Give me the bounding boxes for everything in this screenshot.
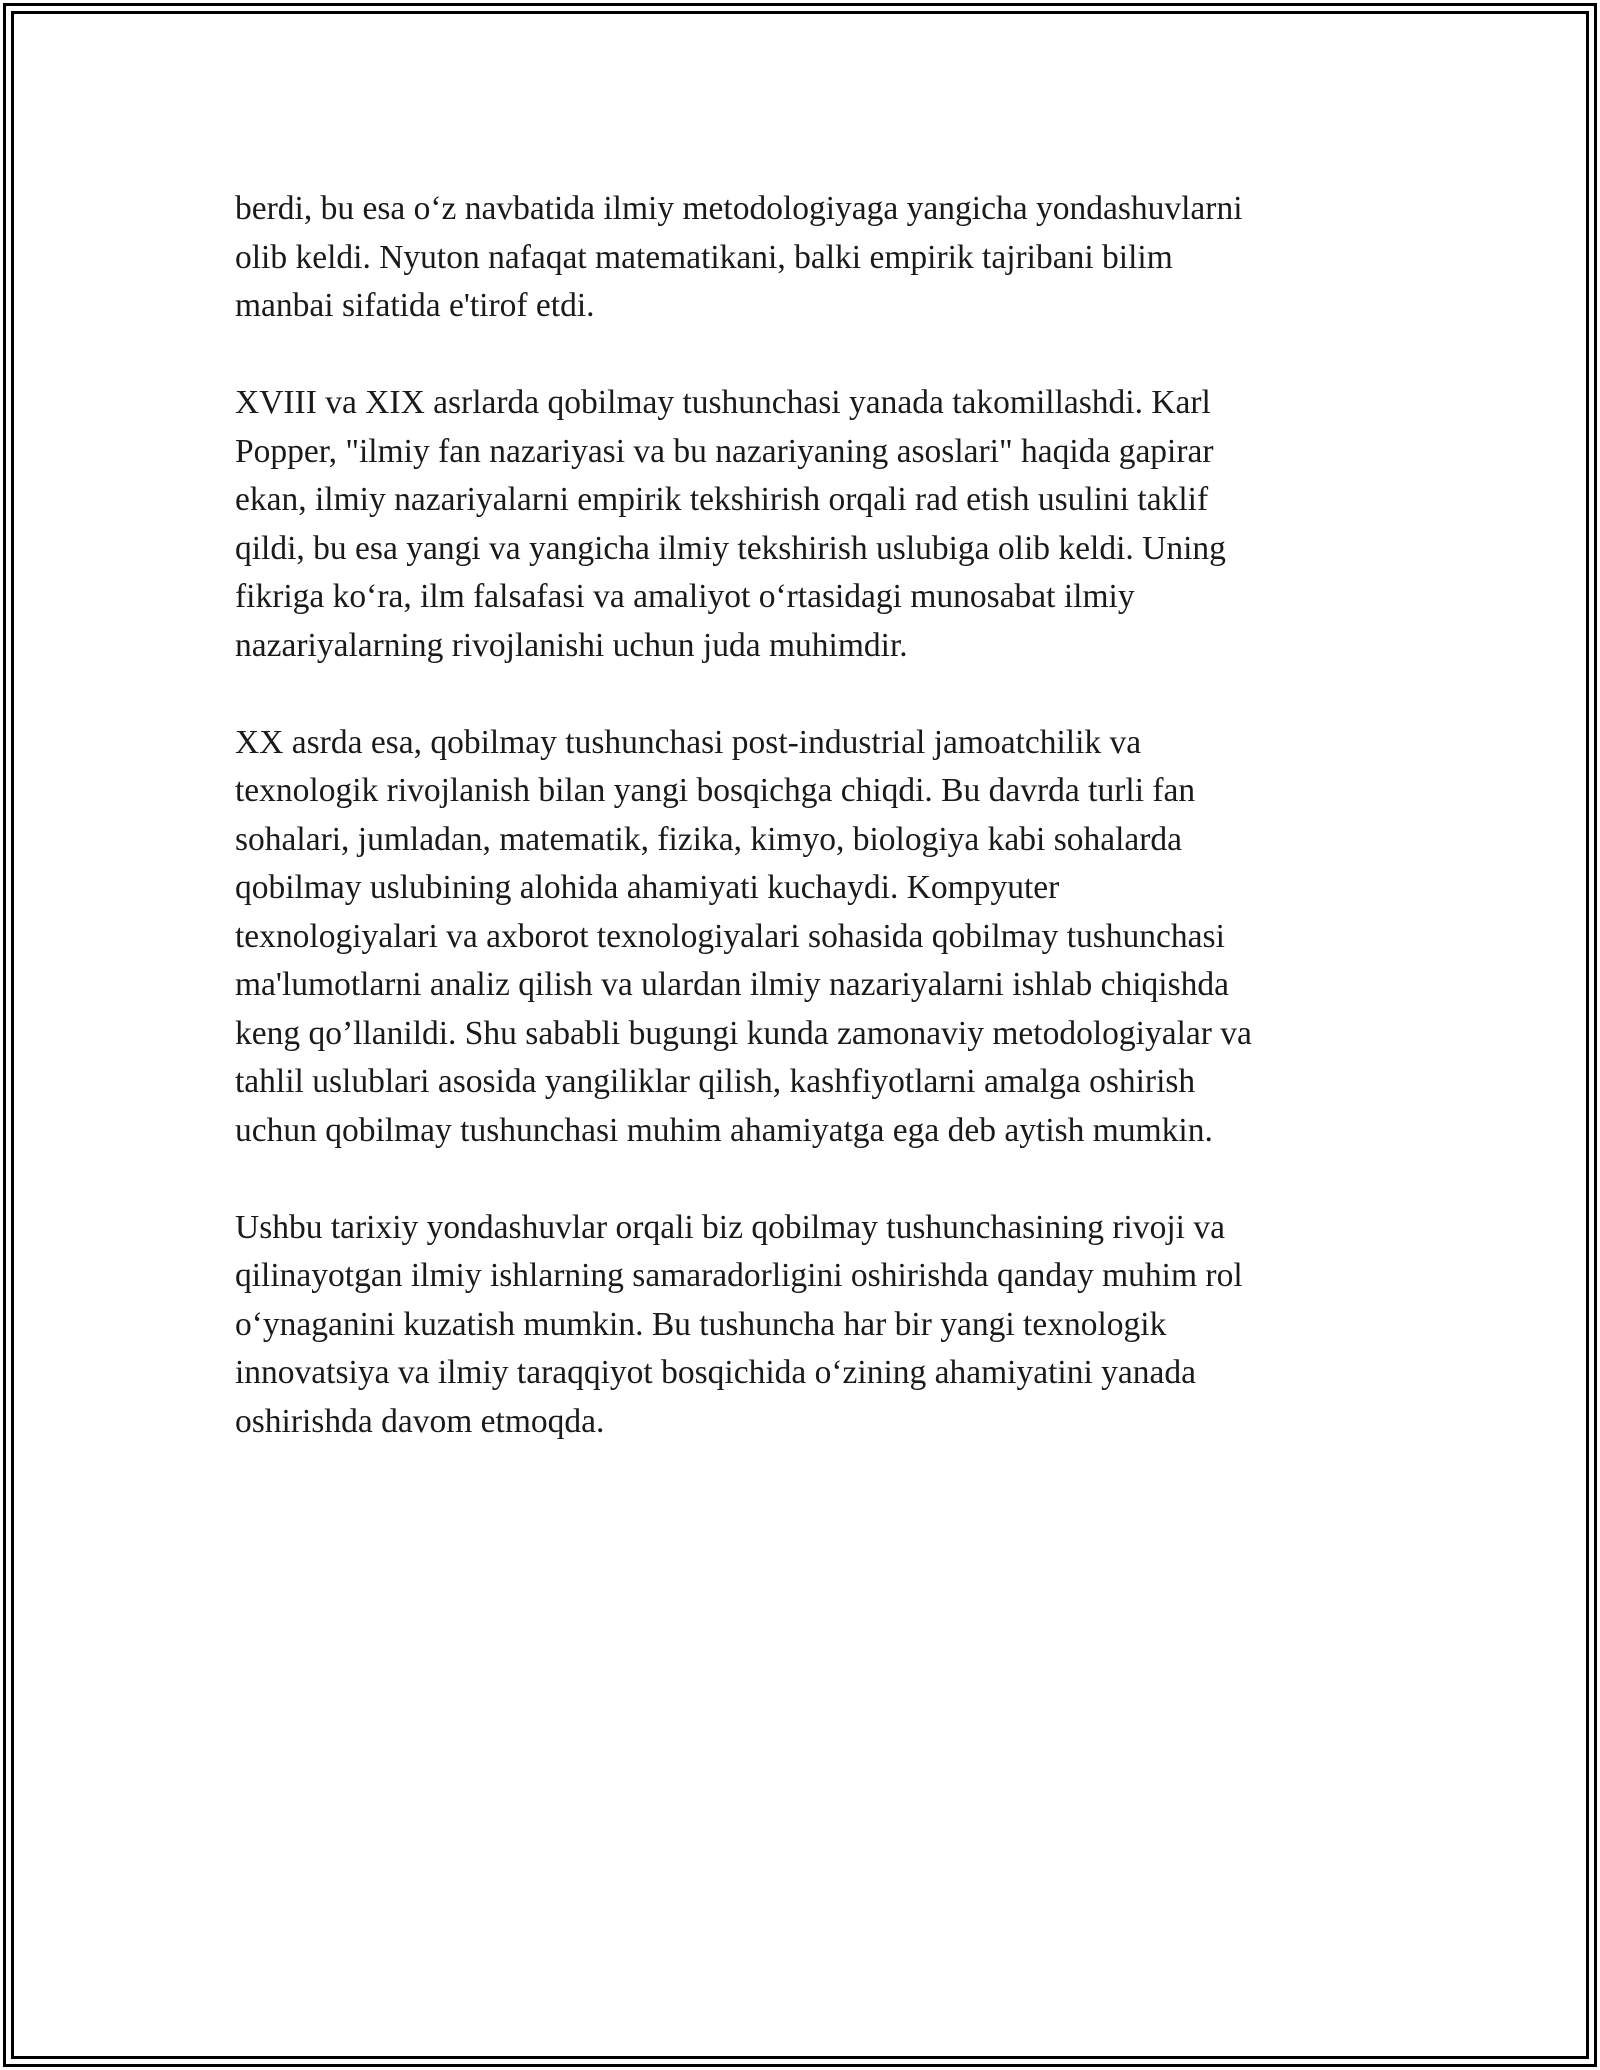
paragraph-twentieth-century: XX asrda esa, qobilmay tushunchasi post-industrial jamoatchilik va texnologik rivojlanish bilan yangi bosqichga chiqdi. Bu davrda turli fan sohalari, jumladan, matematik, fizika, kimyo, biologiya kabi sohalarda qobilmay uslubining alohida ahamiyati kuchaydi. Kompyuter texnologiyalari va axborot texnologiyalari sohasida qobilmay tushunchasi ma'lumotlarni analiz qilish va ulardan ilmiy nazariyalarni ishlab chiqishda keng qo’llanildi. Shu sababli bugungi kunda zamonaviy metodologiyalar va tahlil uslublari asosida yangiliklar qilish, kashfiyotlarni amalga oshirish uchun qobilmay tushunchasi muhim ahamiyatga ega deb aytish mumkin. — [235, 723, 1252, 1149]
document-body — [235, 185, 1365, 1446]
paragraph-conclusion: Ushbu tarixiy yondashuvlar orqali biz qobilmay tushunchasining rivoji va qilinayotgan ilmiy ishlarning samaradorligini oshirishda qanday muhim rol o‘ynaganini kuzatish mumkin. Bu tushuncha har bir yangi texnologik innovatsiya va ilmiy taraqqiyot bosqichida o‘zining ahamiyatini yanada oshirishda davom etmoqda. — [235, 1208, 1243, 1440]
paragraph-newton: berdi, bu esa o‘z navbatida ilmiy metodologiyaga yangicha yondashuvlarni olib keldi. Nyuton nafaqat matematikani, balki empirik tajribani bilim manbai sifatida e'tirof etdi. — [235, 190, 1243, 324]
paragraph-popper: XVIII va XIX asrlarda qobilmay tushunchasi yanada takomillashdi. Karl Popper, "ilmiy fan nazariyasi va bu nazariyaning asoslari" haqida gapirar ekan, ilmiy nazariyalarni empirik tekshirish orqali rad etish usulini taklif qildi, bu esa yangi va yangicha ilmiy tekshirish uslubiga olib keldi. Uning fikriga ko‘ra, ilm falsafasi va amaliyot o‘rtasidagi munosabat ilmiy nazariyalarning rivojlanishi uchun juda muhimdir. — [235, 384, 1226, 664]
